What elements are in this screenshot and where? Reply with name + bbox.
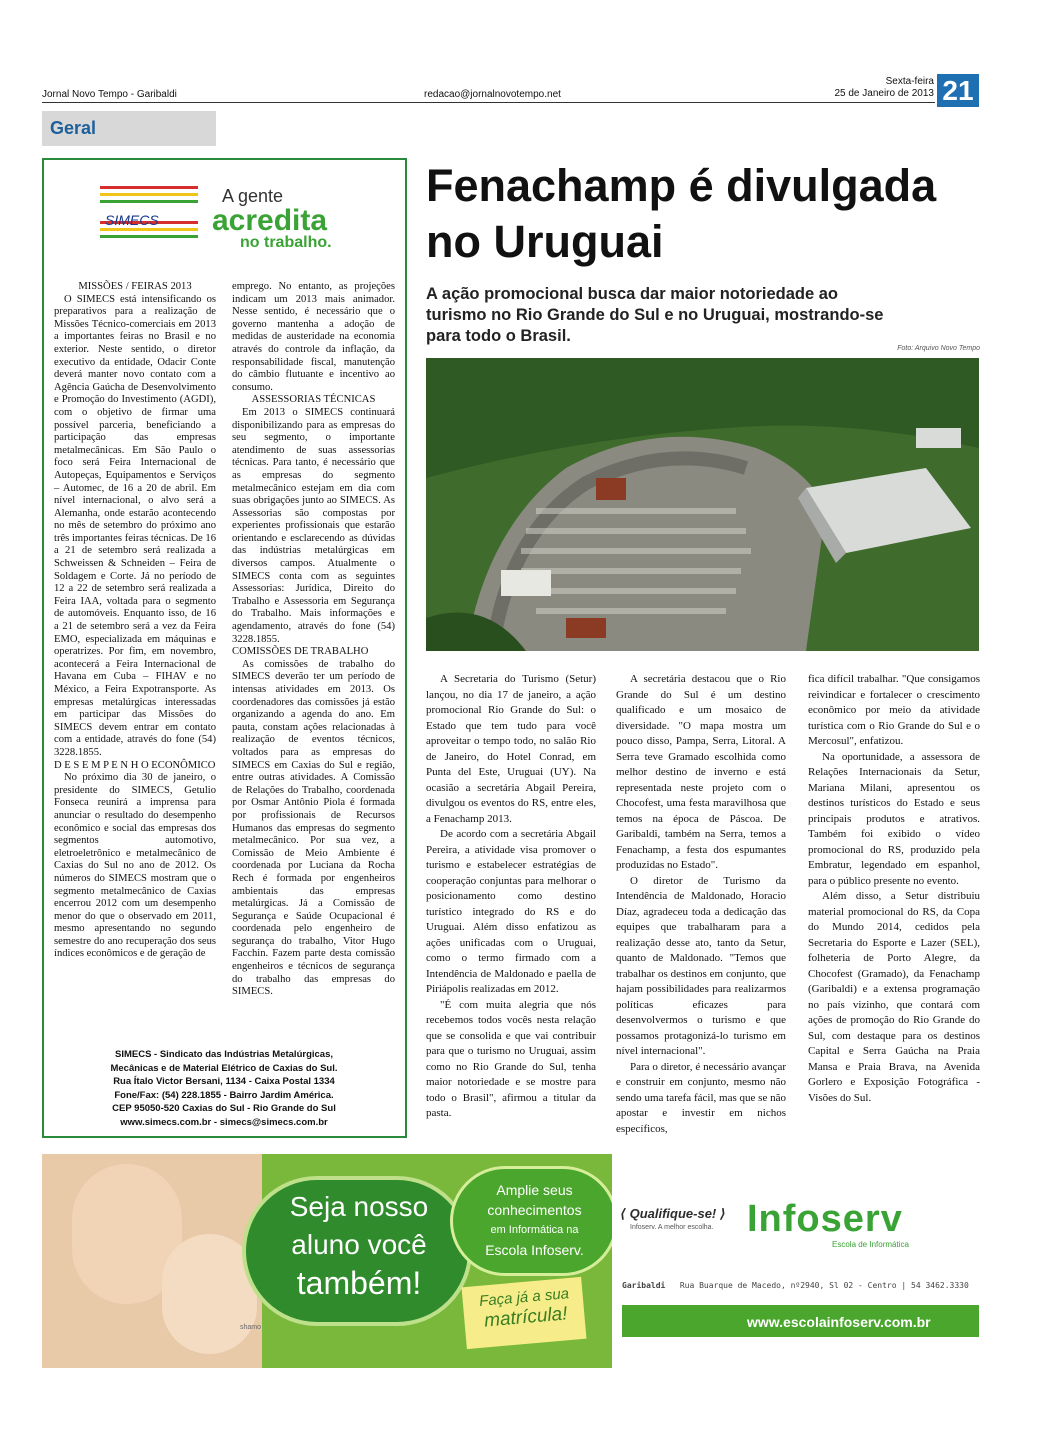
sidebar-paragraph: O SIMECS está intensificando os preparativos para a realização de Missões Técnico-comerciais em 2013 a importantes feiras no Brasil e no exterior. Neste sentido, o diretor executivo da entidade, Odacir Conte deverá manter novo contato com a Agência Gaúcha de Desenvolvimento e Promoção do Investimento (AGDI), com o objetivo de firmar uma possível parceria, beneficiando a participação das empresas metalmecânicas. Em São Paulo o foco será Feira Internacional de Autopeças, Equipamentos e Serviços – Automec, de 16 a 20 de abril. Em nível internacional, o alvo será a Alemanha, onde estarão acontecendo no mês de setembro do próximo ano três importantes feiras técnicas. De 16 a 21 de setembro será realizada a Schweissen & Schneiden – Feira de Soldagem e Corte. Já no período de 12 a 22 de setembro será realizada a Feira IAA, voltada para o segmento de automóveis. Enquanto isso, de 16 a 21 de setembro será a vez da Feira EMO, especializada em máquinas e operatrizes. Por fim, em novembro, acontecerá a Feira Internacional de Havana em Cuba – FIHAV e no México, a Feira Expotransporte. As empresas metalúrgicas interessadas em participar das Missões do SIMECS devem entrar em contato com a entidade, através do fone (54) 3228.1855. [54, 293, 216, 758]
bubble-line: Escola Infoserv. [485, 1242, 584, 1258]
sidebar-subheading: D E S E M P E N H O ECONÔMICO [54, 759, 216, 771]
qualifique-label: Qualifique-se! [629, 1206, 717, 1221]
sidebar-column-2 [232, 281, 395, 999]
ad-address [622, 1281, 969, 1290]
brand-name: Infoserv [747, 1198, 903, 1240]
article-paragraph: Além disso, a Setur distribuiu material promocional do RS, da Copa do Mundo 2014, cedidos pela Secretaria do Esporte e Lazer (SEL), folheteria de Porto Alegre, da Chocofest (Gramado), da Fenachamp (Garibaldi) e a extensa programação no país vizinho, que contará com ações de promoção do Rio Grande do Sul, com destaque para os destinos Capital e Serra Gaúcha na Praia Mansa e Praia Brava, na Avenida Gorlero e Exposição Fotográfica - Visões do Sul. [808, 890, 980, 1104]
sidebar-paragraph: Em 2013 o SIMECS continuará disponibilizando para as empresas do seu segmento, o importante atendimento de suas assessorias técnicas. Para tanto, é necessário que as empresas do segmento metalmecânico estejam em dia com suas obrigações junto ao SIMECS. As Assessorias são compostas por experientes profissionais que estarão orientando e esclarecendo as dúvidas das indústrias metalúrgicas em diversos campos. Atualmente o SIMECS conta com as seguintes Assessorias: Jurídica, Direito do Trabalho e Assessoria em Segurança do Trabalho. Mais informações e agendamento, através do fone (54) 3228.1855. [232, 406, 395, 645]
newspaper-name: Jornal Novo Tempo - Garibaldi [42, 89, 177, 100]
sidebar-subheading: ASSESSORIAS TÉCNICAS [251, 394, 376, 406]
article-paragraph: O diretor de Turismo da Intendência de Maldonado, Horacio Díaz, agradeceu toda a dedicação das equipes que trabalharam para a realização desse ato, tanto da Setur, quanto de Maldonado. "Temos que trabalhar os destinos em conjunto, que hajam possibilidades para realizarmos políticas eficazes para desenvolvermos o turismo e que possamos protagonizá-lo turismo em nível internacional". [616, 874, 786, 1057]
article-paragraph: Na oportunidade, a assessora de Relações Internacionais da Setur, Mariana Milani, apresentou os destinos turísticos do Estado e seus principais produtos e atrativos. Também foi exibido o vídeo promocional do RS, produzido pela Embratur, legendado em espanhol, para o público presente no evento. [808, 750, 980, 887]
subheadline: A ação promocional busca dar maior notoriedade ao turismo no Rio Grande do Sul e no Uruguai, mostrando-se para todo o Brasil. [426, 285, 884, 345]
article-paragraph: A Secretaria do Turismo (Setur) lançou, no dia 17 de janeiro, a ação promocional Rio Grande do Sul: o Estado que tem tudo para você aproveitar o tempo todo, no salão Rio de Janeiro, do Hotel Conrad, em Punta del Este, Uruguai (UY). Na ocasião a secretária Abgail Pereira, divulgou os eventos do RS, entre eles, a Fenachamp 2013. [426, 673, 596, 825]
simecs-logo-name: SIMECS [105, 212, 159, 228]
sidebar-paragraph: No próximo dia 30 de janeiro, o presidente do SIMECS, Getulio Fonseca reunirá a imprensa para anunciar o resultado do desempenho econômico e social das empresas dos segmentos automotivo, eletroeletrônico e metalmecânico de Caxias do Sul no ano de 2012. Os números do SIMECS mostram que o segmento metalmecânico de Caxias encerrou 2012 com um desempenho menor do que o observado em 2011, mesmo apresentando no segundo semestre do ano recuperação dos seus índices econômicos e de geração de [54, 772, 216, 960]
logo-line [100, 200, 198, 203]
article-column-3 [808, 672, 980, 1106]
weekday: Sexta-feira [885, 76, 934, 87]
aerial-photo-illustration [426, 358, 979, 651]
footer-line: Mecânicas e de Material Elétrico de Caxias do Sul. [110, 1062, 338, 1074]
bracket-left-icon: ⟨ [620, 1206, 626, 1221]
section-tab [42, 111, 216, 146]
photo-credit: Foto: Arquivo Novo Tempo [897, 345, 980, 352]
sidebar-subheading: COMISSÕES DE TRABALHO [232, 646, 369, 658]
ad-url[interactable]: www.escolainfoserv.com.br [747, 1314, 931, 1330]
page-number: 21 [937, 74, 979, 107]
date: 25 de Janeiro de 2013 [834, 88, 934, 99]
qualifique-text [620, 1206, 726, 1222]
bubble-line: aluno você [291, 1229, 427, 1260]
bracket-right-icon: ⟩ [719, 1206, 726, 1221]
bubble-line: Seja nosso [289, 1191, 429, 1222]
note-line: matrícula! [483, 1303, 569, 1332]
issue-date [820, 76, 934, 100]
footer-line: SIMECS - Sindicato das Indústrias Metalúrgicas, [114, 1049, 334, 1060]
article-paragraph: Para o diretor, é necessário avançar e construir em conjunto, mesmo não sendo uma tarefa fácil, mas que se não apostar e investir em nichos específicos, [616, 1060, 786, 1135]
article-column-2 [616, 672, 786, 1137]
footer-contact[interactable]: www.simecs.com.br - simecs@simecs.com.br [120, 1116, 328, 1128]
logo-line [100, 186, 198, 189]
headline: Fenachamp é divulgada no Uruguai [426, 160, 937, 267]
article-column-1 [426, 672, 596, 1122]
footer-line: CEP 95050-520 Caxias do Sul - Rio Grande do Sul [112, 1103, 336, 1114]
infoserv-ad[interactable] [42, 1154, 979, 1368]
section-label: Geral [50, 118, 97, 138]
logo-line [100, 235, 198, 238]
bubble-line: em Informática na [490, 1224, 579, 1236]
footer-line: Rua Ítalo Victor Bersani, 1134 - Caixa Postal 1334 [113, 1076, 335, 1087]
qualifique-sub: Infoserv. A melhor escolha. [630, 1224, 714, 1231]
sidebar-paragraph: As comissões de trabalho do SIMECS deverão ter um período de intensas atividades em 2013. Os coordenadores das comissões já estão organizando a agenda do ano. Em pauta, constam ações relacionadas à realização de eventos técnicos, voltados para as empresas do SIMECS em Caxias do Sul e região, entre outras atividades. A Comissão de Relações do Trabalho, coordenada por Osmar Antônio Piola é formada por profissionais de Recursos Humanos das empresas do segmento metalmecânico. Por sua vez, a Comissão de Meio Ambiente é coordenada por Luciana da Rocha Rech é formada por engenheiros ambientais das empresas metalúrgicas. Já a Comissão de Segurança e Saúde Ocupacional é coordenada pelo engenheiro de segurança do trabalho, Vitor Hugo Facchin. Fazem parte desta comissão engenheiros e técnicos de segurança do trabalho das empresas do SIMECS. [232, 658, 395, 998]
sidebar-paragraph: emprego. No entanto, as projeções indicam um 2013 mais animador. Nesse sentido, é necessário que o governo mantenha a adoção de medidas de austeridade na economia através do controle da inflação, da responsabilidade fiscal, manutenção do câmbio flutuante e incentivo ao consumo. [232, 281, 395, 393]
simecs-footer [78, 1048, 370, 1129]
ad-photo-area [42, 1154, 262, 1368]
header-rule [42, 102, 935, 103]
logo-line [100, 228, 198, 231]
aerial-photo [426, 358, 979, 651]
bubble-line: também! [296, 1265, 422, 1301]
bubble-secondary-text [457, 1180, 612, 1260]
article-paragraph: De acordo com a secretária Abgail Pereira, a atividade visa promover o turismo e estabelecer estratégias de cooperação conjuntas para melhorar o posicionamento como destino turístico integrado do RS e do Uruguai. Além disso enfatizou as ações unificadas com o Uruguai, como o termo firmado com a Intendência de Maldonado e paella de Piriápolis realizadas em 2012. [426, 828, 596, 995]
footer-line: Fone/Fax: (54) 228.1855 - Bairro Jardim América. [114, 1089, 334, 1101]
slogan-line3: no trabalho. [240, 234, 332, 251]
address-city: Garibaldi [622, 1281, 666, 1290]
bubble-main-text [254, 1188, 464, 1302]
article-paragraph: A secretária destacou que o Rio Grande do Sul é um destino qualificado e um mosaico de diversidade. "O mapa mostra um pouco disso, Pampa, Serra, Litoral. A Serra teve Gramado escolhida como melhor destino de inverno e está representada neste projeto com o Chocofest, uma festa maravilhosa que temos na época de Páscoa. De Garibaldi, também na Serra, temos a Fenachamp, a festa dos espumantes produzidas no Estado". [616, 673, 786, 871]
sidebar-subheading: MISSÕES / FEIRAS 2013 [78, 281, 192, 292]
slogan-line1: A gente [222, 186, 284, 206]
address-text: Rua Buarque de Macedo, nº2940, Sl 02 - Centro | 54 3462.3330 [679, 1281, 969, 1290]
contact-email[interactable]: redacao@jornalnovotempo.net [424, 89, 561, 100]
note-line: Faça já a sua [478, 1285, 570, 1310]
brand-sub: Escola de Informática [832, 1240, 909, 1249]
bubble-line: conhecimentos [487, 1202, 582, 1218]
article-paragraph: "É com muita alegria que nós recebemos todos vocês nesta relação que se consolida e que vai contribuir para que o turismo no Uruguai, assim como no Rio Grande do Sul, tenha maior notoriedade e se mostre para todo o Brasil", afirmou a titular da pasta. [426, 998, 596, 1119]
slogan-line2: acredita [212, 204, 328, 237]
photo-tag: shamo [240, 1324, 262, 1331]
logo-line [100, 193, 198, 196]
bubble-line: Amplie seus [496, 1182, 573, 1198]
article-paragraph: fica difícil trabalhar. "Que consigamos reivindicar e fortalecer o crescimento econômico por meio da atividade turística com o Rio Grande do Sul e o Mercosul", enfatizou. [808, 673, 980, 747]
sidebar-column-1 [54, 281, 216, 961]
